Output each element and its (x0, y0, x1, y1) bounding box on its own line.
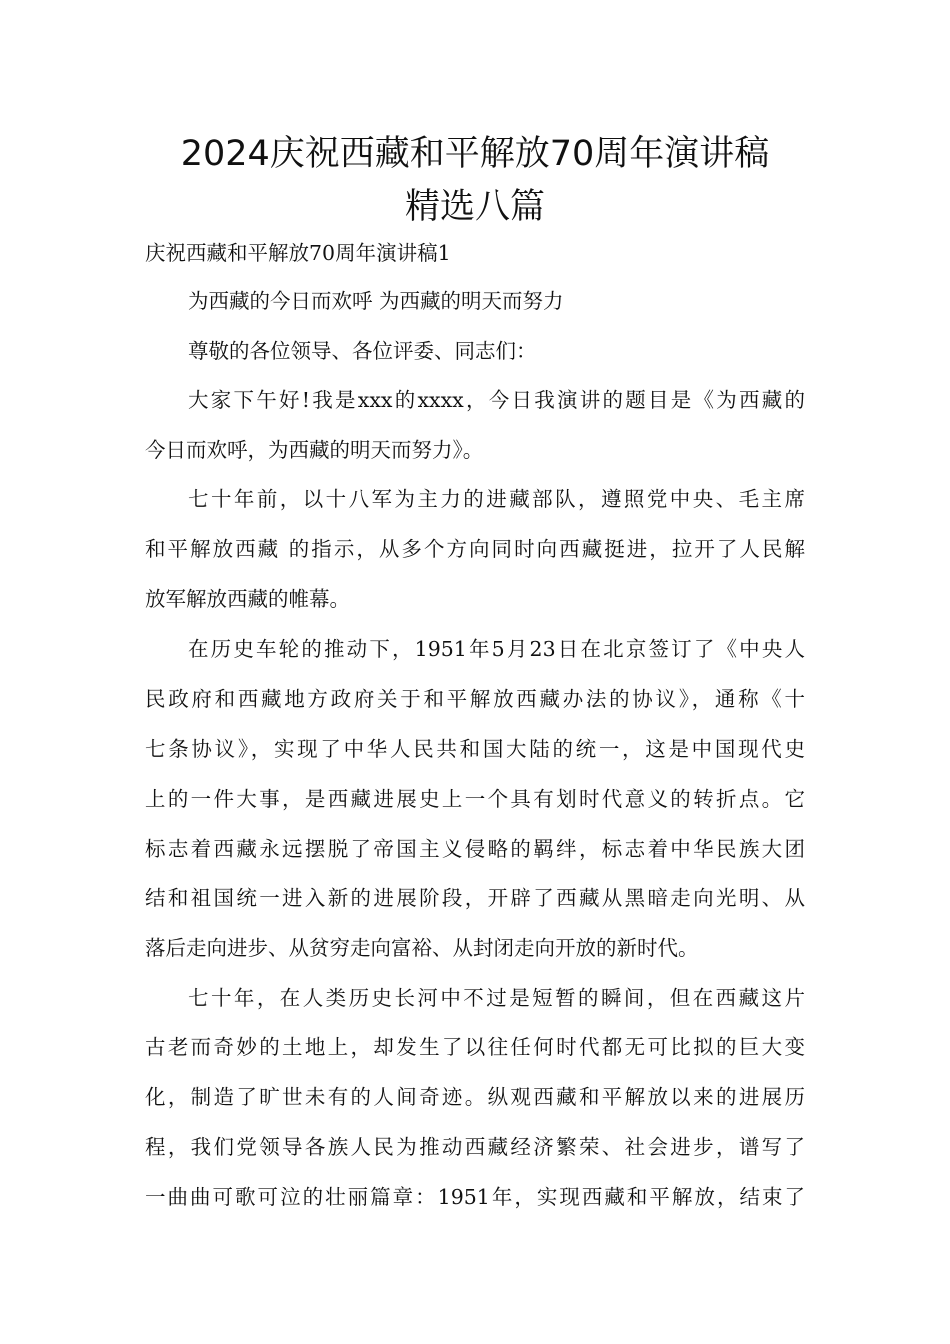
title-line-1: 2024庆祝西藏和平解放70周年演讲稿 (180, 134, 770, 174)
paragraph-line: 程，我们党领导各族人民为推动西藏经济繁荣、社会进步，谱写了 (145, 1135, 805, 1159)
paragraph-line: 标志着西藏永远摆脱了帝国主义侵略的羁绊，标志着中华民族大团 (145, 837, 805, 861)
paragraph-line: 结和祖国统一进入新的进展阶段，开辟了西藏从黑暗走向光明、从 (145, 886, 805, 910)
paragraph-line: 和平解放西藏 的指示，从多个方向同时向西藏挺进，拉开了人民解 (145, 537, 805, 561)
section-heading: 庆祝西藏和平解放70周年演讲稿1 (145, 241, 451, 265)
paragraph-line: 七条协议》，实现了中华人民共和国大陆的统一，这是中国现代史 (145, 737, 805, 761)
paragraph-line: 民政府和西藏地方政府关于和平解放西藏办法的协议》，通称《十 (145, 687, 805, 711)
paragraph-line: 落后走向进步、从贫穷走向富裕、从封闭走向开放的新时代。 (145, 936, 699, 960)
paragraph-line: 大家下午好!我是xxx的xxxx，今日我演讲的题目是《为西藏的 (188, 388, 805, 412)
speech-subtitle: 为西藏的今日而欢呼 为西藏的明天而努力 (188, 289, 564, 313)
paragraph-line: 七十年前，以十八军为主力的进藏部队，遵照党中央、毛主席 (188, 487, 805, 511)
document-title (120, 128, 830, 234)
paragraph-line: 在历史车轮的推动下，1951年5月23日在北京签订了《中央人 (188, 637, 805, 661)
paragraph-line: 放军解放西藏的帷幕。 (145, 587, 350, 611)
paragraph-line: 古老而奇妙的土地上，却发生了以往任何时代都无可比拟的巨大变 (145, 1035, 805, 1059)
title-line-2: 精选八篇 (404, 187, 545, 227)
paragraph-line: 化，制造了旷世未有的人间奇迹。纵观西藏和平解放以来的进展历 (145, 1085, 805, 1109)
paragraph-line: 七十年，在人类历史长河中不过是短暂的瞬间，但在西藏这片 (188, 986, 805, 1010)
paragraph-line: 今日而欢呼，为西藏的明天而努力》。 (145, 438, 484, 462)
paragraph-line: 一曲曲可歌可泣的壮丽篇章：1951年，实现西藏和平解放，结束了 (145, 1185, 805, 1209)
salutation: 尊敬的各位领导、各位评委、同志们： (188, 339, 537, 363)
paragraph-line: 上的一件大事，是西藏进展史上一个具有划时代意义的转折点。它 (145, 787, 805, 811)
